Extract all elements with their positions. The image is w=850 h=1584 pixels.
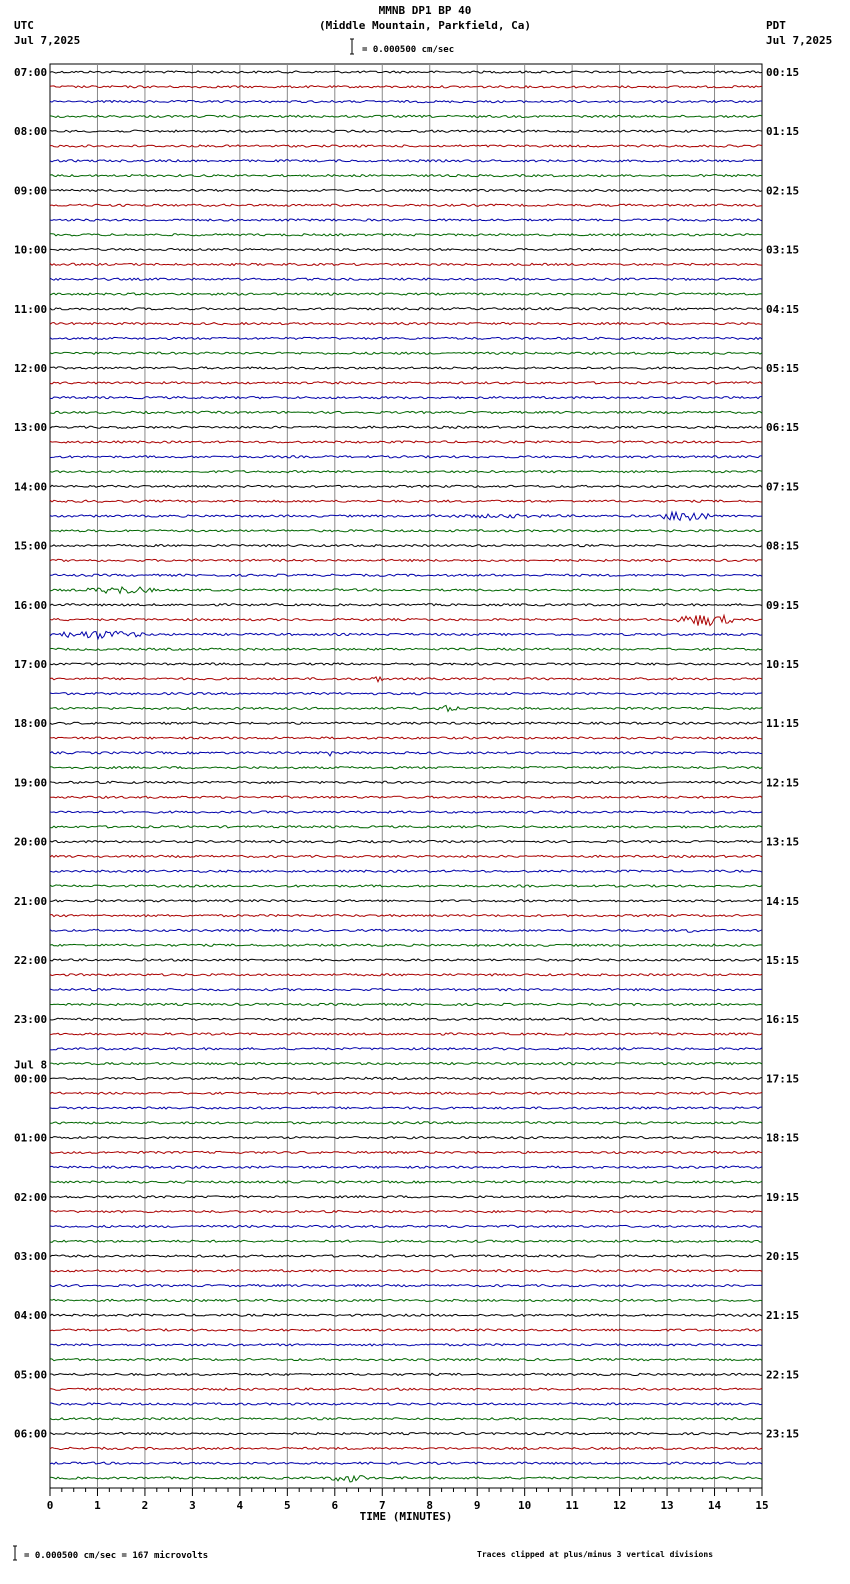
trace-4	[50, 130, 762, 132]
trace-71	[50, 1122, 762, 1124]
trace-29	[50, 500, 762, 502]
utc-hour-label: 19:00	[14, 776, 48, 790]
trace-68	[50, 1077, 762, 1079]
utc-hour-label: 05:00	[14, 1368, 48, 1382]
right-timezone: PDT	[766, 19, 786, 32]
utc-hour-label: 09:00	[14, 184, 48, 198]
pdt-hour-label: 02:15	[766, 184, 800, 198]
x-tick-label: 11	[565, 1499, 579, 1512]
trace-31	[50, 530, 762, 532]
scale-bars	[13, 39, 354, 1560]
pdt-hour-label: 20:15	[766, 1250, 800, 1263]
x-tick-label: 13	[660, 1499, 674, 1512]
trace-91	[50, 1418, 762, 1420]
x-axis	[47, 1488, 769, 1523]
trace-48	[50, 781, 762, 783]
trace-24	[50, 426, 762, 428]
trace-85	[50, 1329, 762, 1331]
x-tick-label: 12	[612, 1499, 627, 1512]
trace-21	[50, 382, 762, 384]
trace-74	[50, 1166, 762, 1168]
pdt-hour-label: 04:15	[766, 302, 800, 316]
trace-56	[50, 900, 762, 902]
footer-scale-note: = 0.000500 cm/sec = 167 microvolts	[24, 1551, 209, 1561]
trace-41	[50, 677, 762, 682]
trace-79	[50, 1240, 762, 1242]
trace-62	[50, 989, 762, 991]
utc-hour-label: 21:00	[14, 894, 48, 908]
x-tick-label: 15	[755, 1499, 769, 1512]
pdt-hour-label: 22:15	[766, 1368, 800, 1382]
pdt-hour-label: 18:15	[766, 1131, 800, 1145]
trace-88	[50, 1373, 762, 1375]
footer-clip-note: Traces clipped at plus/minus 3 vertical divisions	[477, 1550, 714, 1559]
trace-75	[50, 1181, 762, 1183]
pdt-hour-label: 13:15	[766, 835, 800, 849]
trace-28	[50, 485, 762, 487]
pdt-hour-label: 05:15	[766, 362, 800, 375]
trace-34	[50, 574, 762, 576]
trace-78	[50, 1225, 762, 1227]
trace-1	[50, 86, 762, 88]
trace-44	[50, 722, 762, 724]
utc-hour-label: 18:00	[14, 717, 48, 731]
x-tick-label: 3	[189, 1499, 196, 1512]
utc-hour-label: 22:00	[14, 954, 48, 967]
trace-39	[50, 648, 762, 650]
x-tick-label: 14	[707, 1499, 722, 1512]
utc-hour-label: 14:00	[14, 480, 48, 494]
pdt-hour-label: 19:15	[766, 1190, 800, 1204]
utc-hour-label: 00:00	[14, 1072, 48, 1086]
pdt-hour-label: 08:15	[766, 539, 800, 553]
trace-9	[50, 204, 762, 206]
trace-36	[50, 604, 762, 606]
trace-67	[50, 1063, 762, 1065]
trace-81	[50, 1270, 762, 1272]
pdt-hour-label: 17:15	[766, 1072, 800, 1086]
trace-26	[50, 456, 762, 458]
trace-51	[50, 826, 762, 828]
trace-83	[50, 1299, 762, 1301]
utc-hour-label: 15:00	[14, 539, 48, 553]
x-axis-label: TIME (MINUTES)	[359, 1510, 453, 1523]
trace-69	[50, 1092, 762, 1094]
x-tick-label: 9	[473, 1499, 481, 1512]
trace-33	[50, 559, 762, 561]
left-timezone: UTC	[14, 19, 34, 32]
trace-77	[50, 1211, 762, 1213]
trace-59	[50, 944, 762, 946]
pdt-hour-label: 01:15	[766, 125, 800, 139]
pdt-hour-label: 09:15	[766, 598, 800, 612]
pdt-hour-label: 07:15	[766, 480, 800, 494]
x-tick-label: 10	[518, 1499, 532, 1512]
trace-49	[50, 796, 762, 798]
trace-11	[50, 234, 762, 236]
trace-6	[50, 160, 762, 162]
trace-16	[50, 308, 762, 310]
pdt-hour-label: 21:15	[766, 1309, 800, 1323]
trace-65	[50, 1033, 762, 1035]
trace-15	[50, 293, 762, 295]
trace-27	[50, 471, 762, 473]
trace-40	[50, 663, 762, 665]
pdt-hour-label: 03:15	[766, 243, 800, 257]
trace-53	[50, 855, 762, 857]
utc-hour-label: 02:00	[14, 1190, 48, 1204]
date-change-label: Jul 8	[14, 1058, 48, 1072]
trace-42	[50, 693, 762, 695]
trace-86	[50, 1344, 762, 1346]
trace-19	[50, 352, 762, 354]
trace-45	[50, 737, 762, 739]
grid	[50, 64, 762, 1488]
trace-12	[50, 249, 762, 251]
trace-8	[50, 189, 762, 191]
trace-82	[50, 1285, 762, 1287]
utc-hour-label: 08:00	[14, 125, 48, 139]
trace-76	[50, 1196, 762, 1198]
trace-63	[50, 1003, 762, 1005]
pdt-hour-label: 16:15	[766, 1013, 800, 1027]
trace-47	[50, 767, 762, 769]
trace-5	[50, 145, 762, 147]
trace-95	[50, 1476, 762, 1482]
x-tick-label: 1	[94, 1499, 101, 1512]
trace-89	[50, 1388, 762, 1390]
trace-50	[50, 811, 762, 813]
trace-13	[50, 263, 762, 265]
utc-hour-label: 07:00	[14, 66, 48, 79]
trace-30	[50, 512, 762, 520]
trace-2	[50, 101, 762, 103]
trace-55	[50, 885, 762, 887]
trace-80	[50, 1255, 762, 1257]
trace-17	[50, 323, 762, 325]
trace-14	[50, 278, 762, 280]
utc-hour-label: 03:00	[14, 1250, 48, 1263]
pdt-hour-label: 23:15	[766, 1427, 800, 1441]
trace-87	[50, 1359, 762, 1361]
trace-61	[50, 974, 762, 976]
utc-hour-label: 13:00	[14, 421, 48, 435]
pdt-hour-label: 00:15	[766, 66, 800, 79]
utc-hour-label: 20:00	[14, 835, 48, 849]
utc-hour-label: 04:00	[14, 1309, 48, 1323]
trace-64	[50, 1018, 762, 1020]
left-date: Jul 7,2025	[14, 34, 81, 47]
trace-46	[50, 752, 762, 756]
utc-hour-label: 17:00	[14, 658, 48, 671]
trace-35	[50, 587, 762, 593]
trace-90	[50, 1403, 762, 1405]
pdt-hour-label: 06:15	[766, 421, 800, 435]
trace-84	[50, 1314, 762, 1316]
trace-7	[50, 175, 762, 177]
chart-subtitle: (Middle Mountain, Parkfield, Ca)	[319, 19, 531, 32]
pdt-hour-label: 10:15	[766, 658, 800, 671]
utc-hour-label: 23:00	[14, 1013, 48, 1027]
trace-32	[50, 545, 762, 547]
x-tick-label: 7	[378, 1499, 386, 1512]
trace-92	[50, 1433, 762, 1435]
x-tick-label: 4	[236, 1499, 244, 1512]
trace-58	[50, 929, 762, 932]
trace-57	[50, 915, 762, 917]
trace-73	[50, 1151, 762, 1153]
trace-3	[50, 115, 762, 117]
x-tick-label: 6	[331, 1499, 339, 1512]
trace-20	[50, 367, 762, 369]
utc-hour-label: 10:00	[14, 243, 48, 257]
utc-hour-label: 01:00	[14, 1131, 48, 1145]
x-tick-label: 8	[426, 1499, 434, 1512]
trace-0	[50, 71, 762, 73]
trace-43	[50, 705, 762, 711]
trace-94	[50, 1462, 762, 1464]
trace-37	[50, 615, 762, 625]
utc-hour-label: 16:00	[14, 598, 48, 612]
pdt-hour-label: 15:15	[766, 954, 800, 967]
trace-66	[50, 1048, 762, 1050]
x-tick-label: 5	[284, 1499, 291, 1512]
trace-38	[50, 631, 762, 639]
pdt-hour-label: 12:15	[766, 776, 800, 790]
trace-52	[50, 841, 762, 843]
trace-18	[50, 337, 762, 339]
utc-hour-label: 12:00	[14, 362, 48, 375]
trace-10	[50, 219, 762, 221]
x-tick-label: 0	[46, 1499, 54, 1512]
chart-title: MMNB DP1 BP 40	[378, 4, 472, 17]
scale-label: = 0.000500 cm/sec	[362, 45, 455, 55]
trace-72	[50, 1137, 762, 1139]
utc-hour-label: 06:00	[14, 1427, 48, 1441]
trace-23	[50, 411, 762, 413]
traces	[50, 71, 762, 1482]
pdt-hour-label: 11:15	[766, 717, 800, 731]
trace-54	[50, 870, 762, 872]
trace-25	[50, 441, 762, 443]
trace-22	[50, 397, 762, 399]
right-date: Jul 7,2025	[766, 34, 833, 47]
pdt-hour-label: 14:15	[766, 894, 800, 908]
trace-93	[50, 1447, 762, 1449]
trace-70	[50, 1107, 762, 1109]
utc-hour-label: 11:00	[14, 302, 48, 316]
x-tick-label: 2	[141, 1499, 149, 1512]
plot-frame	[50, 64, 762, 1488]
trace-60	[50, 959, 762, 961]
